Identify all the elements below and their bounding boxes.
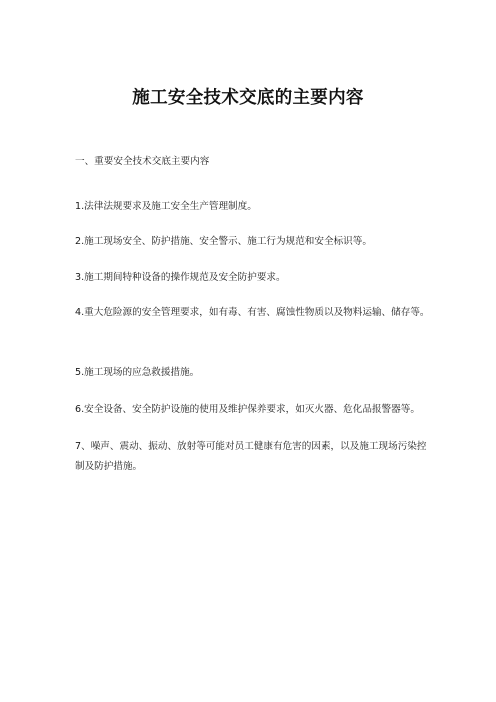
list-item-4: 4.重大危险源的安全管理要求，如有毒、有害、腐蚀性物质以及物料运输、储存等。 <box>75 307 430 318</box>
list-item-1: 1.法律法规要求及施工安全生产管理制度。 <box>75 201 257 212</box>
list-item-5: 5.施工现场的应急救援措施。 <box>75 367 200 378</box>
document-title: 施工安全技术交底的主要内容 <box>132 88 364 108</box>
list-item-2: 2.施工现场安全、防护措施、安全警示、施工行为规范和安全标识等。 <box>75 236 372 247</box>
list-item-3: 3.施工期间特种设备的操作规范及安全防护要求。 <box>75 272 286 283</box>
list-item-7: 7、噪声、震动、振动、放射等可能对员工健康有危害的因素，以及施工现场污染控制及防护措施。 <box>75 441 427 472</box>
list-item-6: 6.安全设备、安全防护设施的使用及维护保养要求，如灭火器、危化品报警器等。 <box>75 404 420 415</box>
section-heading: 一、重要安全技术交底主要内容 <box>75 156 210 167</box>
